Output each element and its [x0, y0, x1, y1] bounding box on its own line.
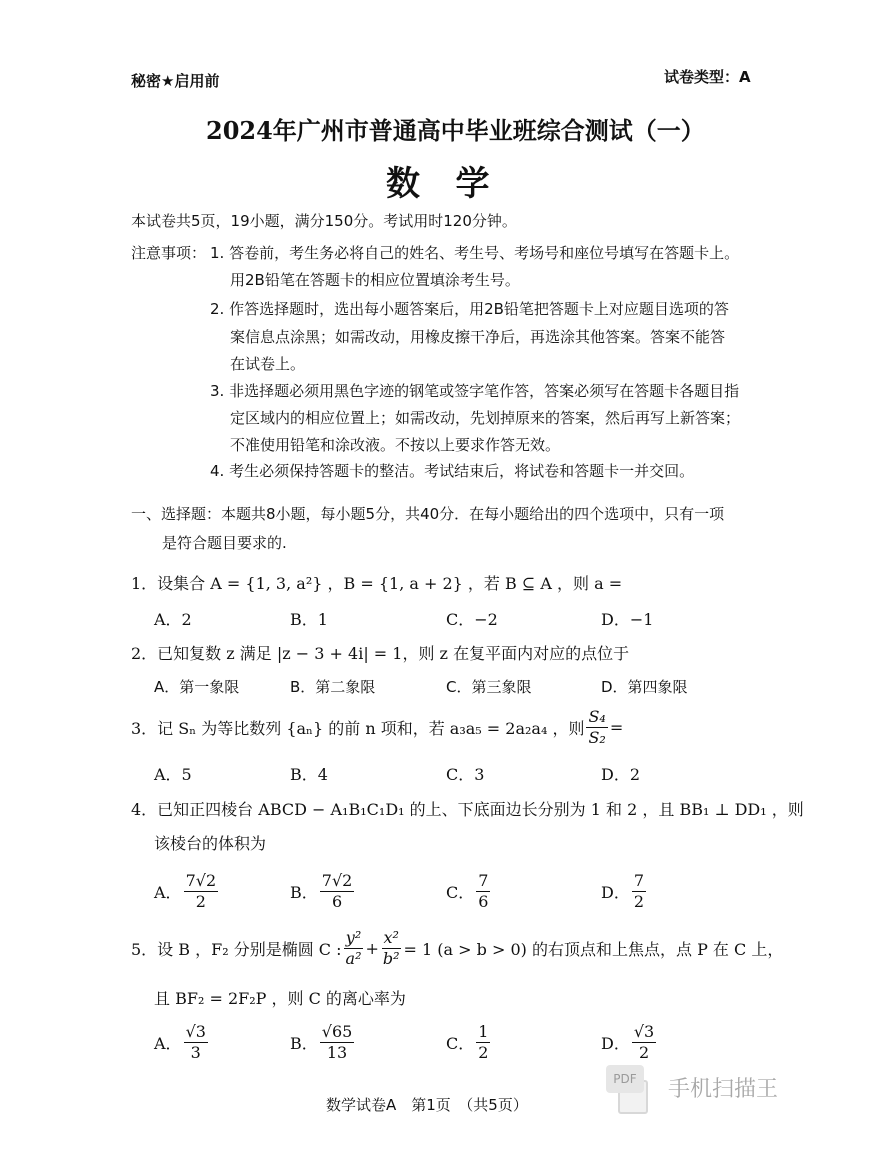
q3-option-d: D．2	[601, 765, 641, 784]
note-2-line-1: 2. 作答选择题时，选出每小题答案后，用2B铅笔把答题卡上对应题目选项的答	[210, 300, 729, 318]
q2-option-c: C．第三象限	[446, 678, 532, 696]
question-5-stem-cont: 且 BF₂ = 2F₂P ，则 C 的离心率为	[154, 989, 406, 1008]
q4-option-c-num: 7	[476, 872, 490, 892]
exam-intro: 本试卷共5页，19小题，满分150分。考试用时120分钟。	[131, 212, 517, 230]
subject-title: 数 学	[386, 164, 490, 204]
q5-option-d-num: √3	[632, 1023, 656, 1043]
question-1-stem: 1．设集合 A = {1, 3, a²} ，B = {1, a + 2} ，若 B ⊆ A ，则 a =	[131, 574, 623, 593]
q4-option-d-label: D．	[601, 883, 630, 903]
note-3-line-3: 不准使用铅笔和涂改液。不按以上要求作答无效。	[230, 436, 561, 454]
q2-option-a: A．第一象限	[154, 678, 240, 696]
question-2-stem: 2．已知复数 z 满足 |z − 3 + 4i| = 1，则 z 在复平面内对应的点位于	[131, 644, 630, 663]
q5-option-a	[154, 1023, 210, 1063]
q1-option-c: C．−2	[446, 610, 498, 629]
q4-option-b-num: 7√2	[320, 872, 355, 892]
q4-option-b	[290, 872, 356, 912]
q4-option-d	[601, 872, 648, 912]
exam-title: 2024年广州市普通高中毕业班综合测试（一）	[206, 116, 705, 145]
note-1-line-2: 用2B铅笔在答题卡的相应位置填涂考生号。	[230, 271, 520, 289]
note-1-line-1: 1. 答卷前，考生务必将自己的姓名、考生号、考场号和座位号填写在答题卡上。	[210, 244, 740, 262]
q4-option-a-den: 2	[195, 892, 206, 912]
q5-pre: 5．设 B ，F₂ 分别是椭圆 C :	[131, 940, 342, 960]
note-2-line-3: 在试卷上。	[230, 355, 306, 373]
q5-f1-num: y²	[344, 929, 363, 949]
q5-plus: +	[365, 939, 379, 959]
q5-option-b-den: 13	[326, 1043, 348, 1063]
confidential-label: 秘密★启用前	[131, 72, 220, 90]
q3-fraction-num: S₄	[586, 708, 607, 728]
q5-option-c-label: C．	[446, 1034, 475, 1054]
q5-option-a-num: √3	[184, 1023, 208, 1043]
q3-option-c: C．3	[446, 765, 485, 784]
page-footer: 数学试卷A 第1页 （共5页）	[326, 1096, 528, 1114]
q5-option-a-den: 3	[190, 1043, 201, 1063]
q3-equals: =	[609, 718, 624, 738]
q5-option-b	[290, 1023, 356, 1063]
q2-option-b: B．第二象限	[290, 678, 376, 696]
q5-post: = 1 (a > b > 0) 的右顶点和上焦点，点 P 在 C 上，	[403, 940, 784, 960]
q5-option-c-num: 1	[476, 1023, 490, 1043]
note-4-line-1: 4. 考生必须保持答题卡的整洁。考试结束后，将试卷和答题卡一并交回。	[210, 462, 695, 480]
q1-option-b: B．1	[290, 610, 328, 629]
q2-option-d: D．第四象限	[601, 678, 688, 696]
question-3-stem	[131, 708, 623, 748]
q5-f1-den: a²	[345, 949, 362, 969]
q5-option-b-label: B．	[290, 1034, 318, 1054]
q3-option-b: B．4	[290, 765, 328, 784]
q3-option-a: A．5	[154, 765, 192, 784]
section-1-heading-cont: 是符合题目要求的.	[162, 534, 287, 552]
q5-option-d	[601, 1023, 658, 1063]
q5-option-b-num: √65	[320, 1023, 355, 1043]
question-5-stem	[131, 929, 783, 969]
note-3-line-1: 3. 非选择题必须用黑色字迹的钢笔或签字笔作答，答案必须写在答题卡各题目指	[210, 382, 740, 400]
q4-option-b-den: 6	[331, 892, 343, 912]
q1-option-a: A．2	[154, 610, 192, 629]
q4-option-a	[154, 872, 220, 912]
q4-option-a-label: A．	[154, 883, 182, 903]
q3-fraction-den: S₂	[588, 728, 606, 748]
q4-option-d-num: 7	[632, 872, 646, 892]
pdf-badge-icon: PDF	[606, 1065, 644, 1093]
scanner-watermark: 手机扫描王	[668, 1077, 779, 1102]
q4-option-d-den: 2	[633, 892, 645, 912]
q4-option-a-num: 7√2	[184, 872, 219, 892]
q5-option-c-den: 2	[478, 1043, 489, 1063]
q5-option-d-label: D．	[601, 1034, 630, 1054]
q4-option-b-label: B．	[290, 883, 318, 903]
q5-option-c	[446, 1023, 492, 1063]
q5-option-a-label: A．	[154, 1034, 182, 1054]
note-2-line-2: 案信息点涂黑；如需改动，用橡皮擦干净后，再选涂其他答案。答案不能答	[230, 328, 726, 346]
q4-option-c-label: C．	[446, 883, 475, 903]
q4-option-c-den: 6	[478, 892, 489, 912]
q3-fraction	[586, 708, 607, 748]
q5-option-d-den: 2	[638, 1043, 650, 1063]
q1-option-d: D．−1	[601, 610, 654, 629]
question-4-stem-cont: 该棱台的体积为	[154, 834, 267, 853]
q4-option-c	[446, 872, 492, 912]
q3-text: 3．记 Sₙ 为等比数列 {aₙ} 的前 n 项和，若 a₃a₅ = 2a₂a₄ ，则	[131, 719, 585, 739]
question-4-stem: 4．已知正四棱台 ABCD − A₁B₁C₁D₁ 的上、下底面边长分别为 1 和 2 ，且 BB₁ ⊥ DD₁ ，则	[131, 800, 804, 819]
notes-label: 注意事项：	[131, 244, 207, 262]
q5-f2-num: x²	[382, 929, 401, 949]
q5-f2-den: b²	[382, 949, 400, 969]
section-1-heading: 一、选择题：本题共8小题，每小题5分，共40分．在每小题给出的四个选项中，只有一项	[131, 505, 725, 523]
paper-type-label: 试卷类型：A	[664, 68, 751, 86]
note-3-line-2: 定区域内的相应位置上；如需改动，先划掉原来的答案，然后再写上新答案；	[230, 409, 741, 427]
